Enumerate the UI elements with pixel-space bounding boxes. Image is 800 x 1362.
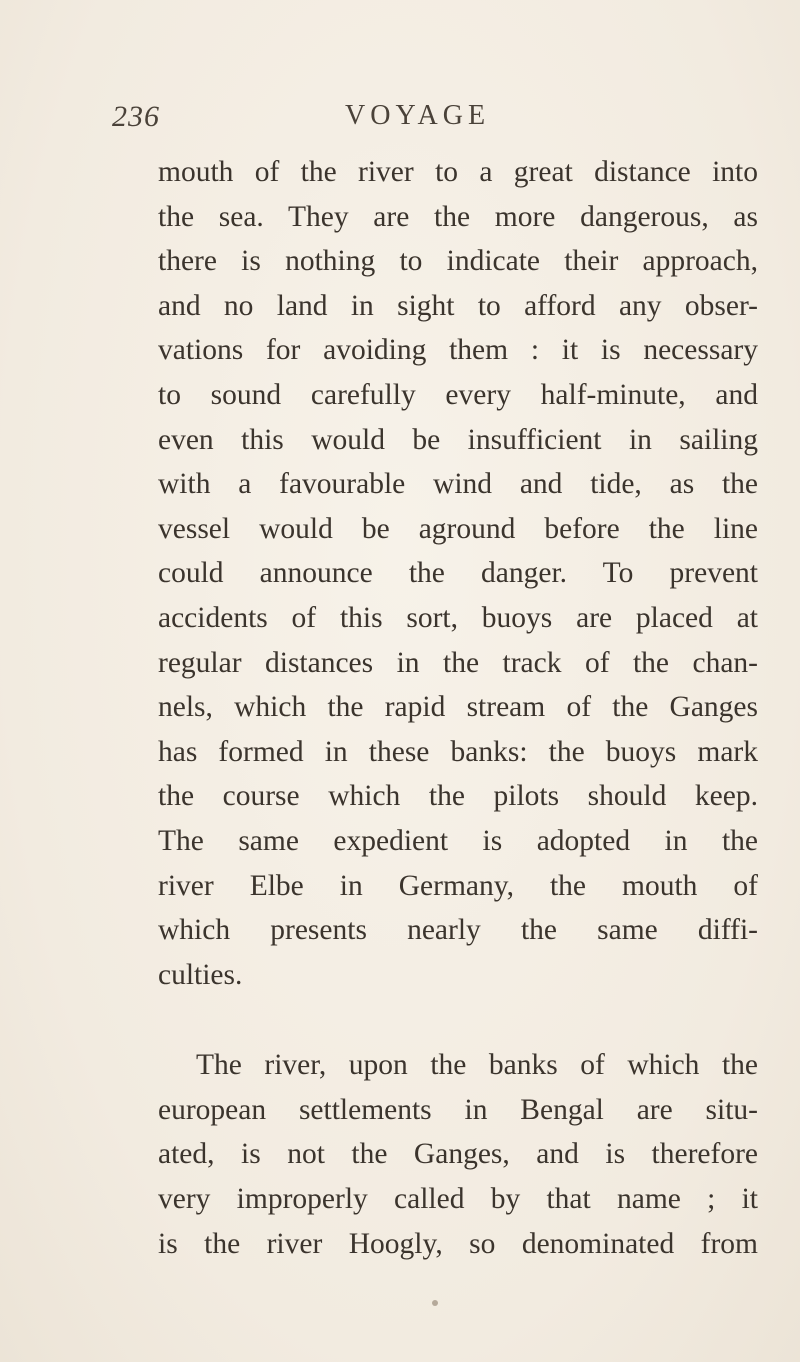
text-line: mouth of the river to a great distance into [158,156,758,188]
text-line: has formed in these banks: the buoys mark [158,735,758,768]
page-header [0,100,800,140]
text-line: european settlements in Bengal are situ- [158,1093,758,1126]
text-line: and no land in sight to afford any obser- [158,289,758,322]
text-line: very improperly called by that name ; it [158,1183,758,1216]
text-line: which presents nearly the same diffi- [158,914,758,947]
text-line: vations for avoiding them : it is necessary [158,334,758,367]
text-line: culties. [158,958,243,991]
body-text [158,150,758,1266]
text-line: river Elbe in Germany, the mouth of [158,869,758,902]
paper-speck [432,1300,438,1306]
paragraph-2 [158,1043,758,1266]
text-line: is the river Hoogly, so denominated from [158,1227,758,1260]
text-line: vessel would be aground before the line [158,512,758,545]
text-line: the sea. They are the more dangerous, as [158,200,758,233]
text-line: nels, which the rapid stream of the Ganges [158,691,758,724]
text-line: the course which the pilots should keep. [158,780,758,813]
text-line: regular distances in the track of the chan- [158,646,758,679]
text-line: with a favourable wind and tide, as the [158,468,758,501]
page-number: 236 [112,100,160,133]
text-line: The same expedient is adopted in the [158,824,758,857]
text-line: The river, upon the banks of which the [196,1049,758,1082]
text-line: accidents of this sort, buoys are placed at [158,601,758,634]
text-line: ated, is not the Ganges, and is therefore [158,1138,758,1171]
running-head: VOYAGE [345,100,491,131]
text-line: could announce the danger. To prevent [158,557,758,590]
paragraph-1 [158,150,758,997]
text-line: to sound carefully every half-minute, and [158,378,758,411]
text-line: even this would be insufficient in sailing [158,423,758,456]
text-line: there is nothing to indicate their approach, [158,245,758,278]
